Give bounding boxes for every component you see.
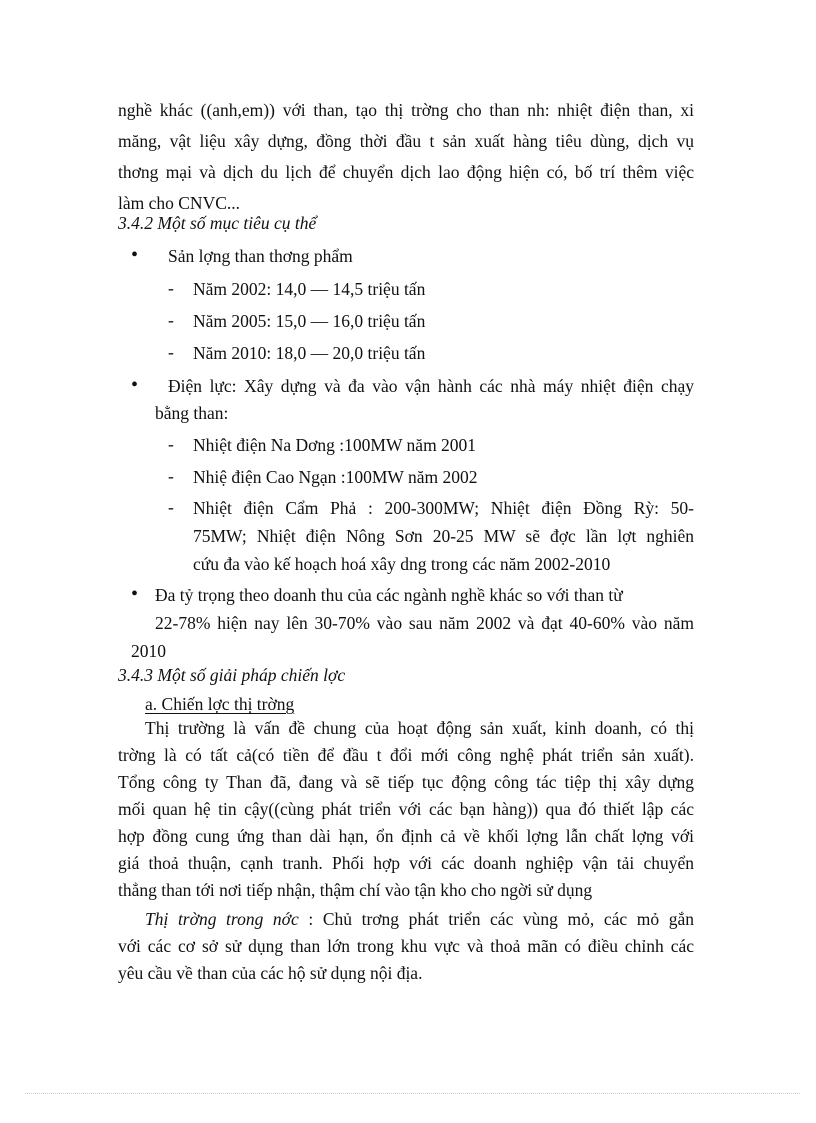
para1-line-3: Tổng công ty Than đã, đang và sẽ tiếp tục động công tác tiệp thị xây dựng [118,772,694,792]
intro-line-1: nghề khác ((anh,em)) với than, tạo thị trờng cho than nh: nhiệt điện than, xi [118,100,694,120]
section-heading-342: 3.4.2 Một số mục tiêu cụ thể [118,213,317,233]
para1-line-1: Thị trường là vấn đề chung của hoạt động sản xuất, kinh doanh, có thị [145,718,694,738]
bullet-dot: • [131,374,139,396]
bullet-3-line-3: 2010 [131,641,166,661]
bullet-3-line-1: Đa tỷ trọng theo doanh thu của các ngành nghề khác so với than từ [155,585,623,605]
sub-item-3-line-3: cứu đa vào kế hoạch hoá xây dng trong các năm 2002-2010 [193,554,611,574]
intro-line-4: làm cho CNVC... [118,193,241,213]
para2-line-1 [145,909,694,930]
dash-marker: - [168,497,174,517]
para2-italic-lead: Thị trờng trong nớc [145,909,299,929]
para1-line-2: trờng là có tất cả(có tiền để đầu t đổi mới công nghệ phát triển sản xuất). [118,745,694,765]
bullet-1-text: Sản lợng than thơng phẩm [168,246,353,266]
para2-line-1-rest: : Chủ trơng phát triển các vùng mỏ, các mỏ gắn [298,909,694,929]
section-heading-343: 3.4.3 Một số giải pháp chiến lợc [118,665,346,685]
sub-item-3-line-2: 75MW; Nhiệt điện Nông Sơn 20-25 MW sẽ đợc lần lợt nghiên [193,526,694,546]
dash-marker: - [168,434,174,454]
sub-item-3-line-1: Nhiệt điện Cẩm Phả : 200-300MW; Nhiệt điện Đồng Rỳ: 50- [193,498,694,518]
bullet-2-line-2: bằng than: [155,403,229,423]
sub-item: Năm 2005: 15,0 — 16,0 triệu tấn [193,311,426,331]
bullet-2-line-1: Điện lực: Xây dựng và đa vào vận hành các nhà máy nhiệt điện chạy [168,376,694,396]
para2-line-2: với các cơ sở sử dụng than lớn trong khu vực và thoả mãn có điều chỉnh các [118,936,694,956]
sub-item: Nhiệ điện Cao Ngạn :100MW năm 2002 [193,467,478,487]
dash-marker: - [168,278,174,298]
para2-line-3: yêu cầu về than của các hộ sử dụng nội địa. [118,963,423,983]
para1-line-7: thẳng than tới nơi tiếp nhận, thậm chí vào tận kho cho ngời sử dụng [118,880,593,900]
bullet-dot: • [131,244,139,266]
sub-item: Năm 2010: 18,0 — 20,0 triệu tấn [193,343,426,363]
para1-line-5: hợp đồng cung ứng than dài hạn, ổn định cả về khối lợng lẫn chất lợng với [118,826,694,846]
bullet-3-line-2: 22-78% hiện nay lên 30-70% vào sau năm 2002 và đạt 40-60% vào năm [155,613,694,633]
para1-line-6: giá thoả thuận, cạnh tranh. Phối hợp với các doanh nghiệp vận tải chuyển [118,853,694,873]
sub-item: Năm 2002: 14,0 — 14,5 triệu tấn [193,279,426,299]
intro-line-2: măng, vật liệu xây dựng, đồng thời đầu t sản xuất hàng tiêu dùng, dịch vụ [118,131,694,151]
dash-marker: - [168,342,174,362]
sub-item: Nhiệt điện Na Dơng :100MW năm 2001 [193,435,477,455]
page-bottom-border [25,1093,800,1094]
intro-line-3: thơng mại và dịch du lịch để chuyển dịch lao động hiện có, bố trí thêm việc [118,162,694,182]
dash-marker: - [168,466,174,486]
bullet-dot: • [131,583,139,605]
dash-marker: - [168,310,174,330]
subsection-a-heading: a. Chiến lợc thị trờng [145,694,295,714]
para1-line-4: mối quan hệ tin cậy((cùng phát triển với các bạn hàng)) qua đó thiết lập các [118,799,694,819]
